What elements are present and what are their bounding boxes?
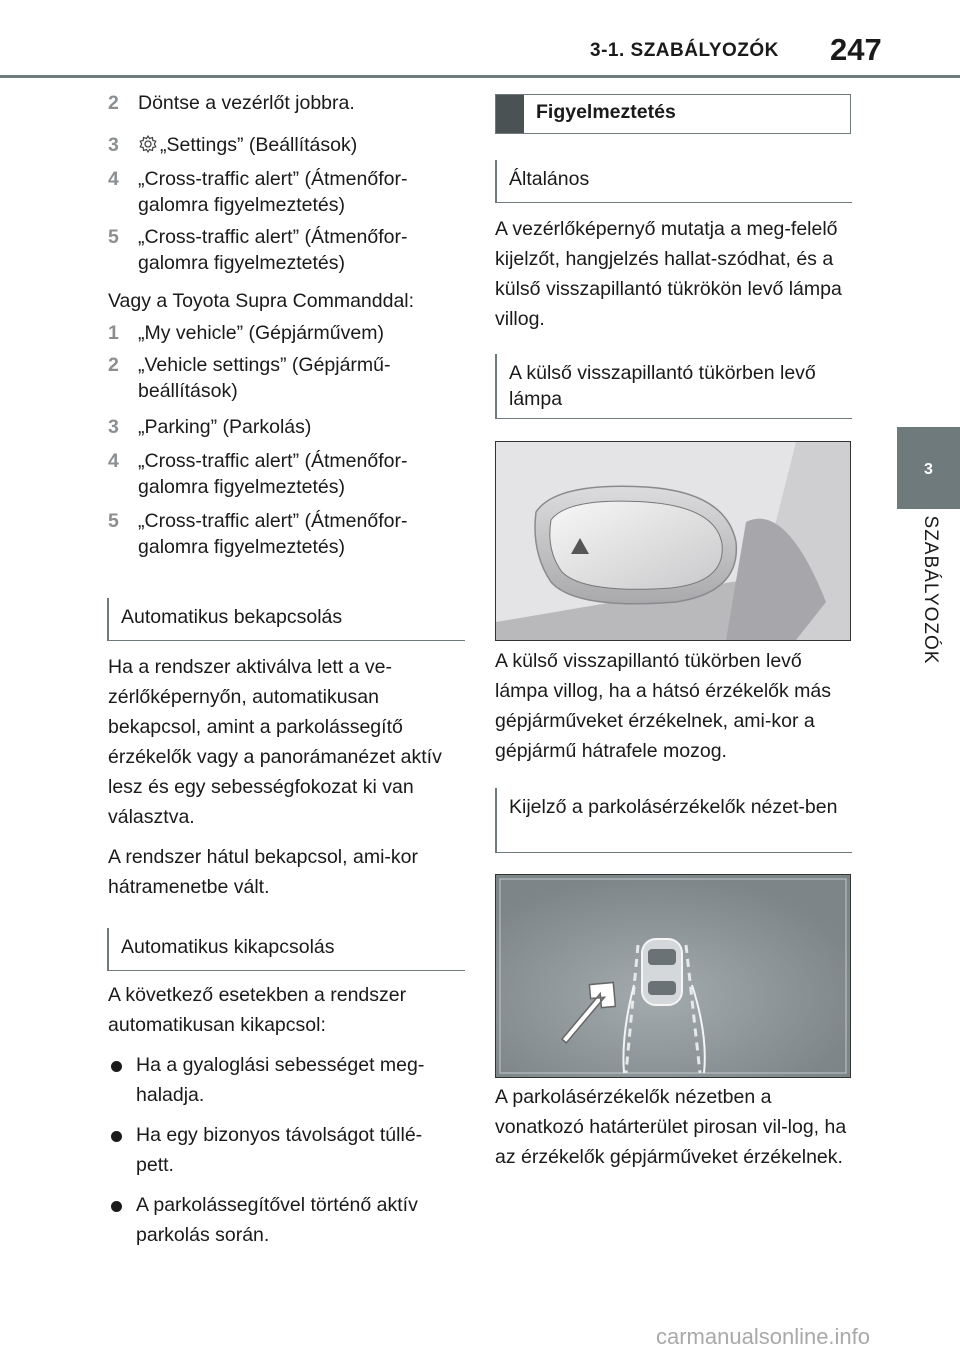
subheading-general: Általános: [495, 160, 852, 203]
paragraph: A vezérlőképernyő mutatja a meg-felelő kijelzőt, hangjelzés hallat-szódhat, és a külső visszapillantó tükrökön levő lámpa villog.: [495, 218, 842, 330]
header-divider: [0, 75, 960, 78]
step-number: 3: [108, 416, 119, 438]
chapter-label: SZABÁLYOZÓK: [920, 515, 941, 665]
step-number: 5: [108, 510, 119, 532]
step-number: 4: [108, 450, 119, 472]
step-text: Döntse a vezérlőt jobbra.: [138, 92, 355, 114]
step-text: „Cross-traffic alert” (Átmenőfor-galomra figyelmeztetés): [138, 450, 408, 498]
warning-title: Figyelmeztetés: [536, 101, 676, 123]
step-item: [108, 318, 464, 348]
bullet-text: Ha a gyaloglási sebességet meg-haladja.: [136, 1054, 425, 1106]
step-number: 1: [108, 322, 119, 344]
bullet-text: Ha egy bizonyos távolságot túllé-pett.: [136, 1124, 423, 1176]
auto-off-text: [108, 980, 460, 1250]
step-number: 3: [108, 134, 119, 156]
bullet-item: [108, 1050, 460, 1110]
left-column: [108, 88, 464, 560]
bullet-dot-icon: [111, 1061, 122, 1072]
step-text: „My vehicle” (Gépjárművem): [138, 322, 384, 344]
parking-view-drawing: [496, 875, 850, 1077]
subheading-display: Kijelző a parkolásérzékelők nézet-ben: [495, 788, 852, 853]
chapter-tab: [897, 427, 960, 509]
warning-bar: [496, 95, 524, 133]
step-number: 5: [108, 226, 119, 248]
bullet-dot-icon: [111, 1201, 122, 1212]
mirror-illustration-drawing: [496, 442, 850, 640]
paragraph: A következő esetekben a rendszer automatikusan kikapcsol:: [108, 984, 407, 1036]
step-text: „Cross-traffic alert” (Átmenőfor-galomra figyelmeztetés): [138, 168, 408, 216]
intro-text: Vagy a Toyota Supra Commanddal:: [108, 290, 415, 312]
auto-on-text: [108, 652, 460, 902]
display-text: [495, 1082, 851, 1172]
warning-header: [495, 94, 851, 134]
step-text: „Settings” (Beállítások): [160, 134, 358, 156]
step-text: „Parking” (Parkolás): [138, 416, 312, 438]
paragraph: Ha a rendszer aktiválva lett a ve-zérlőképernyőn, automatikusan bekapcsol, amint a parkolássegítő érzékelők vagy a panorámanézet aktív lesz és egy sebességfokozat ki van választva.: [108, 656, 442, 828]
watermark-text: carmanualsonline.info: [656, 1324, 871, 1349]
step-item: [108, 508, 464, 560]
bullet-dot-icon: [111, 1131, 122, 1142]
paragraph: A parkolásérzékelők nézetben a vonatkozó határterület pirosan vil-log, ha az érzékelők gépjárműveket érzékelnek.: [495, 1086, 847, 1168]
mirror-text: [495, 646, 851, 766]
mirror-illustration: [495, 441, 851, 641]
step-item: [108, 352, 464, 404]
general-text: [495, 214, 851, 334]
step-text: „Cross-traffic alert” (Átmenőfor-galomra figyelmeztetés): [138, 510, 408, 558]
step-item: [108, 412, 464, 442]
step-item: [108, 130, 464, 160]
step-text: „Cross-traffic alert” (Átmenőfor-galomra figyelmeztetés): [138, 226, 408, 274]
bullet-text: A parkolássegítővel történő aktív parkolás során.: [136, 1194, 418, 1246]
step-item: [108, 448, 464, 500]
step-text: „Vehicle settings” (Gépjármű-beállítások): [138, 354, 391, 402]
subheading-mirror-lamp: A külső visszapillantó tükörben levő lámpa: [495, 354, 852, 419]
paragraph: A külső visszapillantó tükörben levő lámpa villog, ha a hátsó érzékelők más gépjárműveket érzékelnek, ami-kor a gépjármű hátrafele mozog.: [495, 650, 832, 762]
step-number: 2: [108, 354, 119, 376]
paragraph: A rendszer hátul bekapcsol, ami-kor hátramenetbe vált.: [108, 846, 418, 898]
bullet-item: [108, 1120, 460, 1180]
chapter-number: 3: [924, 461, 933, 478]
settings-gear-icon: [138, 134, 158, 154]
subheading-auto-on: Automatikus bekapcsolás: [107, 598, 465, 641]
parking-view-illustration: [495, 874, 851, 1078]
step-item: [108, 88, 464, 118]
section-title: 3-1. SZABÁLYOZÓK: [590, 40, 779, 61]
step-number: 4: [108, 168, 119, 190]
step-item: [108, 224, 464, 276]
subheading-auto-off: Automatikus kikapcsolás: [107, 928, 465, 971]
bullet-item: [108, 1190, 460, 1250]
step-number: 2: [108, 92, 119, 114]
step-item: [108, 166, 464, 218]
page-number: 247: [830, 32, 882, 67]
